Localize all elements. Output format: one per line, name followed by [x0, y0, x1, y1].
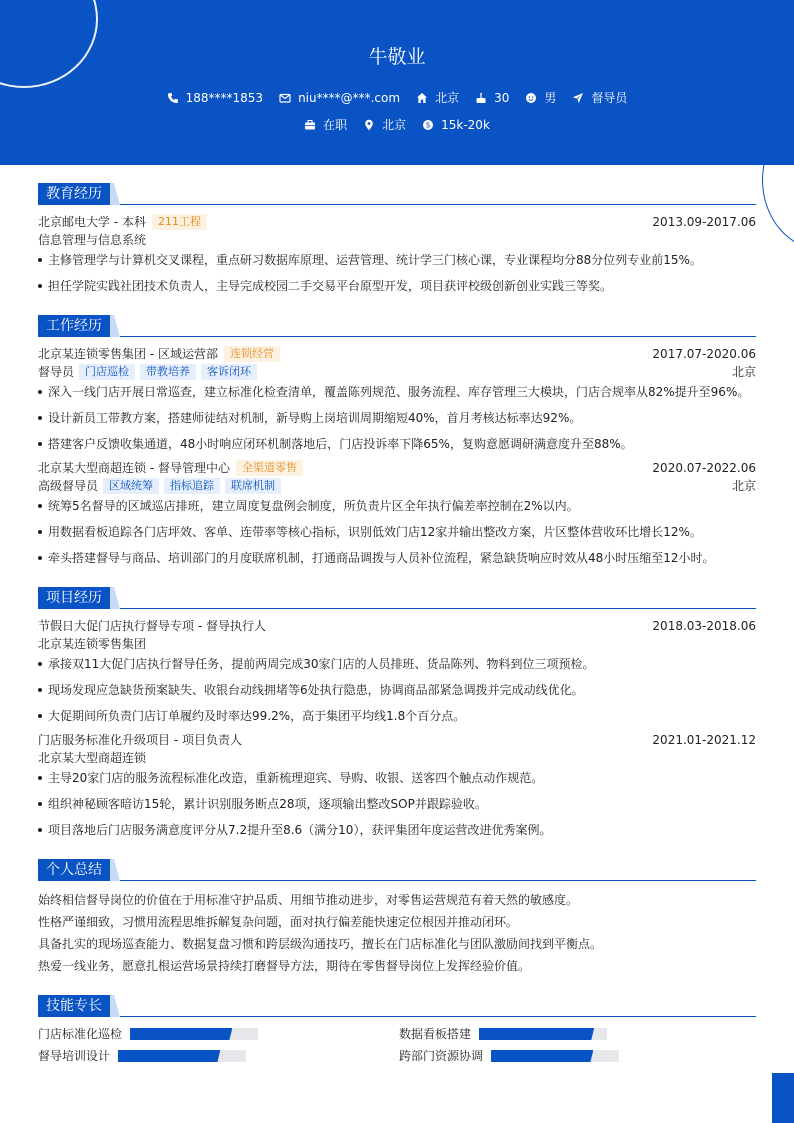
skill-level-bar [479, 1028, 607, 1040]
candidate-name: 牛敬业 [368, 46, 426, 68]
summary-line: 性格严谨细致，习惯用流程思维拆解复杂问题，面对执行偏差能快速定位根因并推动闭环。 [38, 915, 519, 929]
section-work [38, 315, 756, 337]
job-role: 高级督导员 [38, 479, 99, 493]
skill-tag: 客诉闭环 [201, 364, 257, 380]
status-employment [304, 116, 347, 133]
project-bullet: 主导20家门店的服务流程标准化改造，重新梳理迎宾、导购、收银、送客四个触点动作规范。 [38, 770, 756, 786]
skill-level-bar [491, 1050, 619, 1062]
section-education [38, 183, 756, 205]
skill-tag: 指标追踪 [164, 478, 220, 494]
section-header [38, 995, 756, 1017]
skill-level-fill [479, 1028, 594, 1040]
job-bullet: 用数据看板追踪各门店坪效、客单、连带率等核心指标，识别低效门店12家并输出整改方案，片区整体营收环比增长12%。 [38, 524, 756, 540]
company-name: 北京某大型商超连锁 - 督导管理中心 [38, 461, 230, 475]
age-text: 30 [494, 90, 510, 105]
skill-name: 督导培训设计 [38, 1049, 111, 1063]
employment-text: 在职 [323, 118, 348, 132]
status-location [363, 116, 406, 133]
contact-position [572, 89, 627, 106]
contact-email [279, 91, 400, 105]
section-title: 教育经历 [38, 183, 110, 205]
contact-gender [525, 89, 556, 106]
skill-tag: 带教培养 [140, 364, 196, 380]
cake-icon [475, 92, 487, 104]
phone-icon [167, 92, 179, 104]
salary-text: 15k-20k [441, 117, 490, 132]
project-bullet: 项目落地后门店服务满意度评分从7.2提升至8.6（满分10），获评集团年度运营改进优秀案例。 [38, 822, 756, 838]
section-title: 项目经历 [38, 587, 110, 609]
contact-row [0, 89, 794, 106]
section-title: 技能专长 [38, 995, 110, 1017]
job-date: 2020.07-2022.06 [652, 461, 756, 475]
status-salary [422, 118, 490, 132]
section-projects [38, 587, 756, 609]
skill-item [399, 1048, 619, 1064]
job-role: 督导员 [38, 365, 75, 379]
gender-icon [525, 92, 537, 104]
school-tag: 211工程 [152, 214, 207, 230]
mail-icon [279, 92, 291, 104]
title-fold-decoration [110, 315, 120, 337]
contact-age [475, 91, 509, 105]
project-org: 北京某连锁零售集团 [38, 637, 147, 651]
project-bullet: 承接双11大促门店执行督导任务，提前两周完成30家门店的人员排班、货品陈列、物料到位三项预检。 [38, 656, 756, 672]
title-fold-decoration [110, 995, 120, 1017]
skill-item [399, 1026, 607, 1042]
decorative-corner-block [772, 1073, 794, 1123]
contact-phone [167, 91, 263, 105]
resume-header [0, 0, 794, 165]
job-bullet: 搭建客户反馈收集通道，48小时响应闭环机制落地后，门店投诉率下降65%，复购意愿调研满意度升至88%。 [38, 436, 756, 452]
industry-tag: 连锁经营 [224, 346, 280, 362]
skill-tag: 门店巡检 [79, 364, 135, 380]
location-text: 北京 [382, 118, 407, 132]
project-date: 2021.01-2021.12 [652, 733, 756, 747]
summary-line: 始终相信督导岗位的价值在于用标准守护品质、用细节推动进步，对零售运营规范有着天然的敏感度。 [38, 893, 579, 907]
position-text: 督导员 [591, 91, 628, 105]
job-bullet: 设计新员工带教方案，搭建师徒结对机制，新导购上岗培训周期缩短40%，首月考核达标率达92%。 [38, 410, 756, 426]
skill-name: 跨部门资源协调 [399, 1049, 484, 1063]
project-date: 2018.03-2018.06 [652, 619, 756, 633]
project-bullet: 现场发现应急缺货预案缺失、收银台动线拥堵等6处执行隐患，协调商品部紧急调拨并完成动线优化。 [38, 682, 756, 698]
title-fold-decoration [110, 587, 120, 609]
project-bullet: 大促期间所负责门店订单履约及时率达99.2%，高于集团平均线1.8个百分点。 [38, 708, 756, 724]
job-bullet: 深入一线门店开展日常巡查，建立标准化检查清单，覆盖陈列规范、服务流程、库存管理三大模块，门店合规率从82%提升至96%。 [38, 384, 756, 400]
job-bullet: 牵头搭建督导与商品、培训部门的月度联席机制，打通商品调拨与人员补位流程，紧急缺货响应时效从48小时压缩至12小时。 [38, 550, 756, 566]
education-bullet: 担任学院实践社团技术负责人，主导完成校园二手交易平台原型开发，项目获评校级创新创业实践三等奖。 [38, 278, 756, 294]
briefcase-icon [304, 119, 316, 131]
gender-text: 男 [544, 91, 557, 105]
status-row [0, 116, 794, 133]
section-header [38, 183, 756, 205]
project-org: 北京某大型商超连锁 [38, 751, 147, 765]
section-header [38, 315, 756, 337]
email-text: niu****@***.com [298, 90, 401, 105]
title-fold-decoration [110, 859, 120, 881]
school-name: 北京邮电大学 - 本科 [38, 215, 146, 229]
svg-text:$: $ [425, 120, 431, 130]
project-name: 门店服务标准化升级项目 - 项目负责人 [38, 733, 242, 747]
education-major: 信息管理与信息系统 [38, 233, 147, 247]
section-header [38, 587, 756, 609]
section-summary [38, 859, 756, 881]
skill-level-fill [491, 1050, 593, 1062]
company-name: 北京某连锁零售集团 - 区域运营部 [38, 347, 218, 361]
city-text: 北京 [435, 91, 460, 105]
project-bullet: 组织神秘顾客暗访15轮，累计识别服务断点28项，逐项输出整改SOP并跟踪验收。 [38, 796, 756, 812]
skill-name: 门店标准化巡检 [38, 1027, 123, 1041]
job-city: 北京 [731, 365, 756, 379]
location-pin-icon [363, 119, 375, 131]
skill-name: 数据看板搭建 [399, 1027, 472, 1041]
job-city: 北京 [731, 479, 756, 493]
job-bullet: 统筹5名督导的区域巡店排班，建立周度复盘例会制度，所负责片区全年执行偏差率控制在2%以内。 [38, 498, 756, 514]
summary-line: 热爱一线业务，愿意扎根运营场景持续打磨督导方法，期待在零售督导岗位上发挥经验价值。 [38, 959, 531, 973]
title-fold-decoration [110, 183, 120, 205]
skill-level-bar [130, 1028, 258, 1040]
skill-tag: 联席机制 [225, 478, 281, 494]
phone-text: 188****1853 [185, 90, 264, 105]
section-skills [38, 995, 756, 1017]
section-title: 工作经历 [38, 315, 110, 337]
industry-tag: 全渠道零售 [236, 460, 303, 476]
summary-line: 具备扎实的现场巡查能力、数据复盘习惯和跨层级沟通技巧，擅长在门店标准化与团队激励间找到平衡点。 [38, 937, 603, 951]
project-name: 节假日大促门店执行督导专项 - 督导执行人 [38, 619, 266, 633]
home-icon [416, 92, 428, 104]
salary-icon [422, 119, 434, 131]
education-date: 2013.09-2017.06 [652, 215, 756, 229]
education-bullet: 主修管理学与计算机交叉课程，重点研习数据库原理、运营管理、统计学三门核心课，专业课程均分88分位列专业前15%。 [38, 252, 756, 268]
contact-city [416, 89, 459, 106]
skill-item [38, 1048, 246, 1064]
section-title: 个人总结 [38, 859, 110, 881]
skill-level-bar [118, 1050, 246, 1062]
skill-tag: 区域统筹 [103, 478, 159, 494]
skill-level-fill [118, 1050, 220, 1062]
job-date: 2017.07-2020.06 [652, 347, 756, 361]
section-header [38, 859, 756, 881]
skill-level-fill [130, 1028, 232, 1040]
skill-item [38, 1026, 258, 1042]
send-icon [572, 92, 584, 104]
